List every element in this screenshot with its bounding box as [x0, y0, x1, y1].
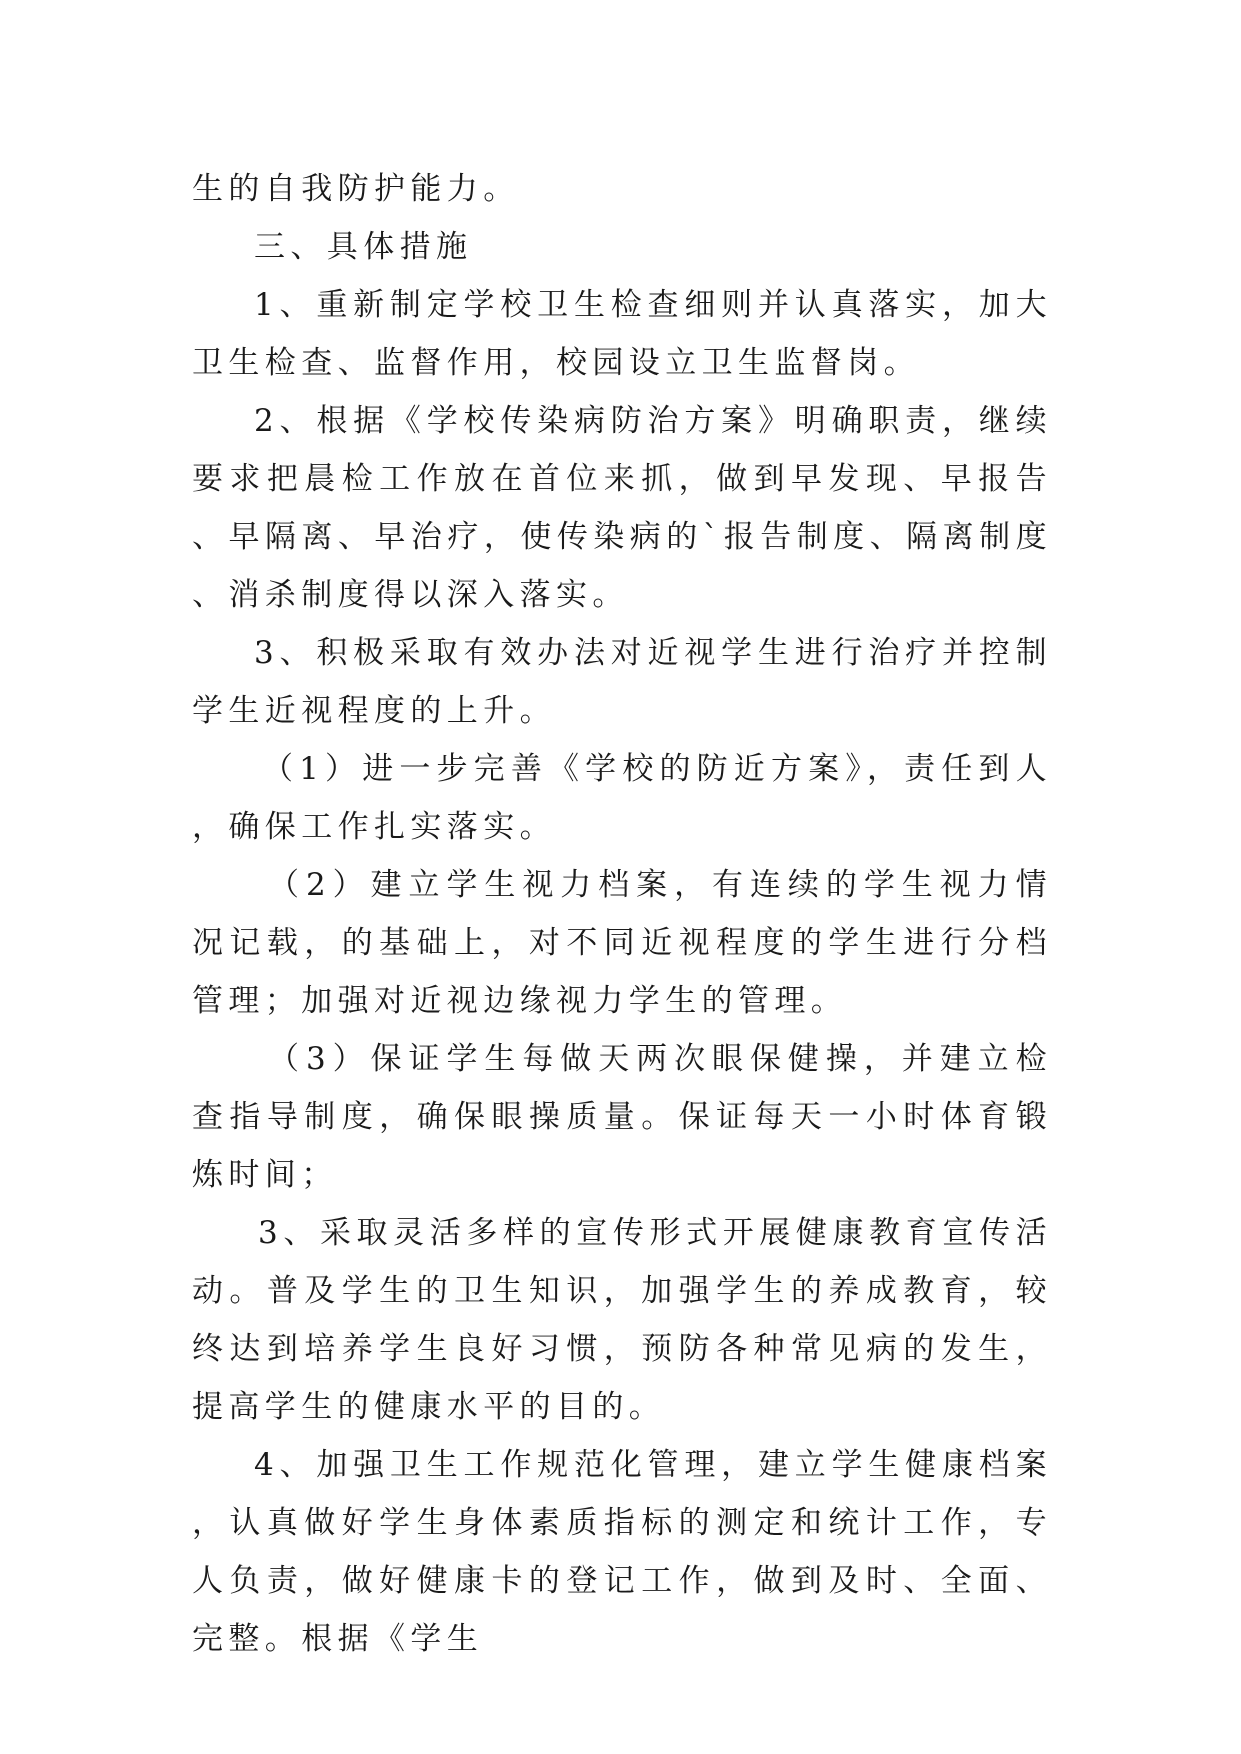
section-heading: 三、具体措施	[254, 229, 473, 265]
paragraph-continuation: 生的自我防护能力。	[192, 171, 520, 207]
paragraph-item-3: 3、积极采取有效办法对近视学生进行治疗并控制学生近视程度的上升。	[192, 635, 1052, 729]
paragraph-subitem-2: （2）建立学生视力档案，有连续的学生视力情况记载，的基础上，对不同近视程度的学生进行分档管理；加强对近视边缘视力学生的管理。	[192, 867, 1052, 1019]
paragraph-item-3b: 3、采取灵活多样的宣传形式开展健康教育宣传活动。普及学生的卫生知识，加强学生的养成教育，较终达到培养学生良好习惯，预防各种常见病的发生，提高学生的健康水平的目的。	[192, 1215, 1052, 1425]
paragraph-item-4: 4、加强卫生工作规范化管理，建立学生健康档案，认真做好学生身体素质指标的测定和统计工作，专人负责，做好健康卡的登记工作，做到及时、全面、完整。根据《学生	[192, 1447, 1052, 1657]
paragraph-item-2: 2、根据《学校传染病防治方案》明确职责，继续要求把晨检工作放在首位来抓，做到早发现、早报告、早隔离、早治疗，使传染病的`报告制度、隔离制度、消杀制度得以深入落实。	[192, 403, 1052, 613]
paragraph-subitem-3: （3）保证学生每做天两次眼保健操，并建立检查指导制度，确保眼操质量。保证每天一小时体育锻炼时间；	[192, 1041, 1052, 1193]
paragraph-subitem-1: （1）进一步完善《学校的防近方案》，责任到人，确保工作扎实落实。	[192, 751, 1052, 845]
document-body	[192, 160, 1052, 1668]
paragraph-item-1: 1、重新制定学校卫生检查细则并认真落实，加大卫生检查、监督作用，校园设立卫生监督岗。	[192, 287, 1052, 381]
